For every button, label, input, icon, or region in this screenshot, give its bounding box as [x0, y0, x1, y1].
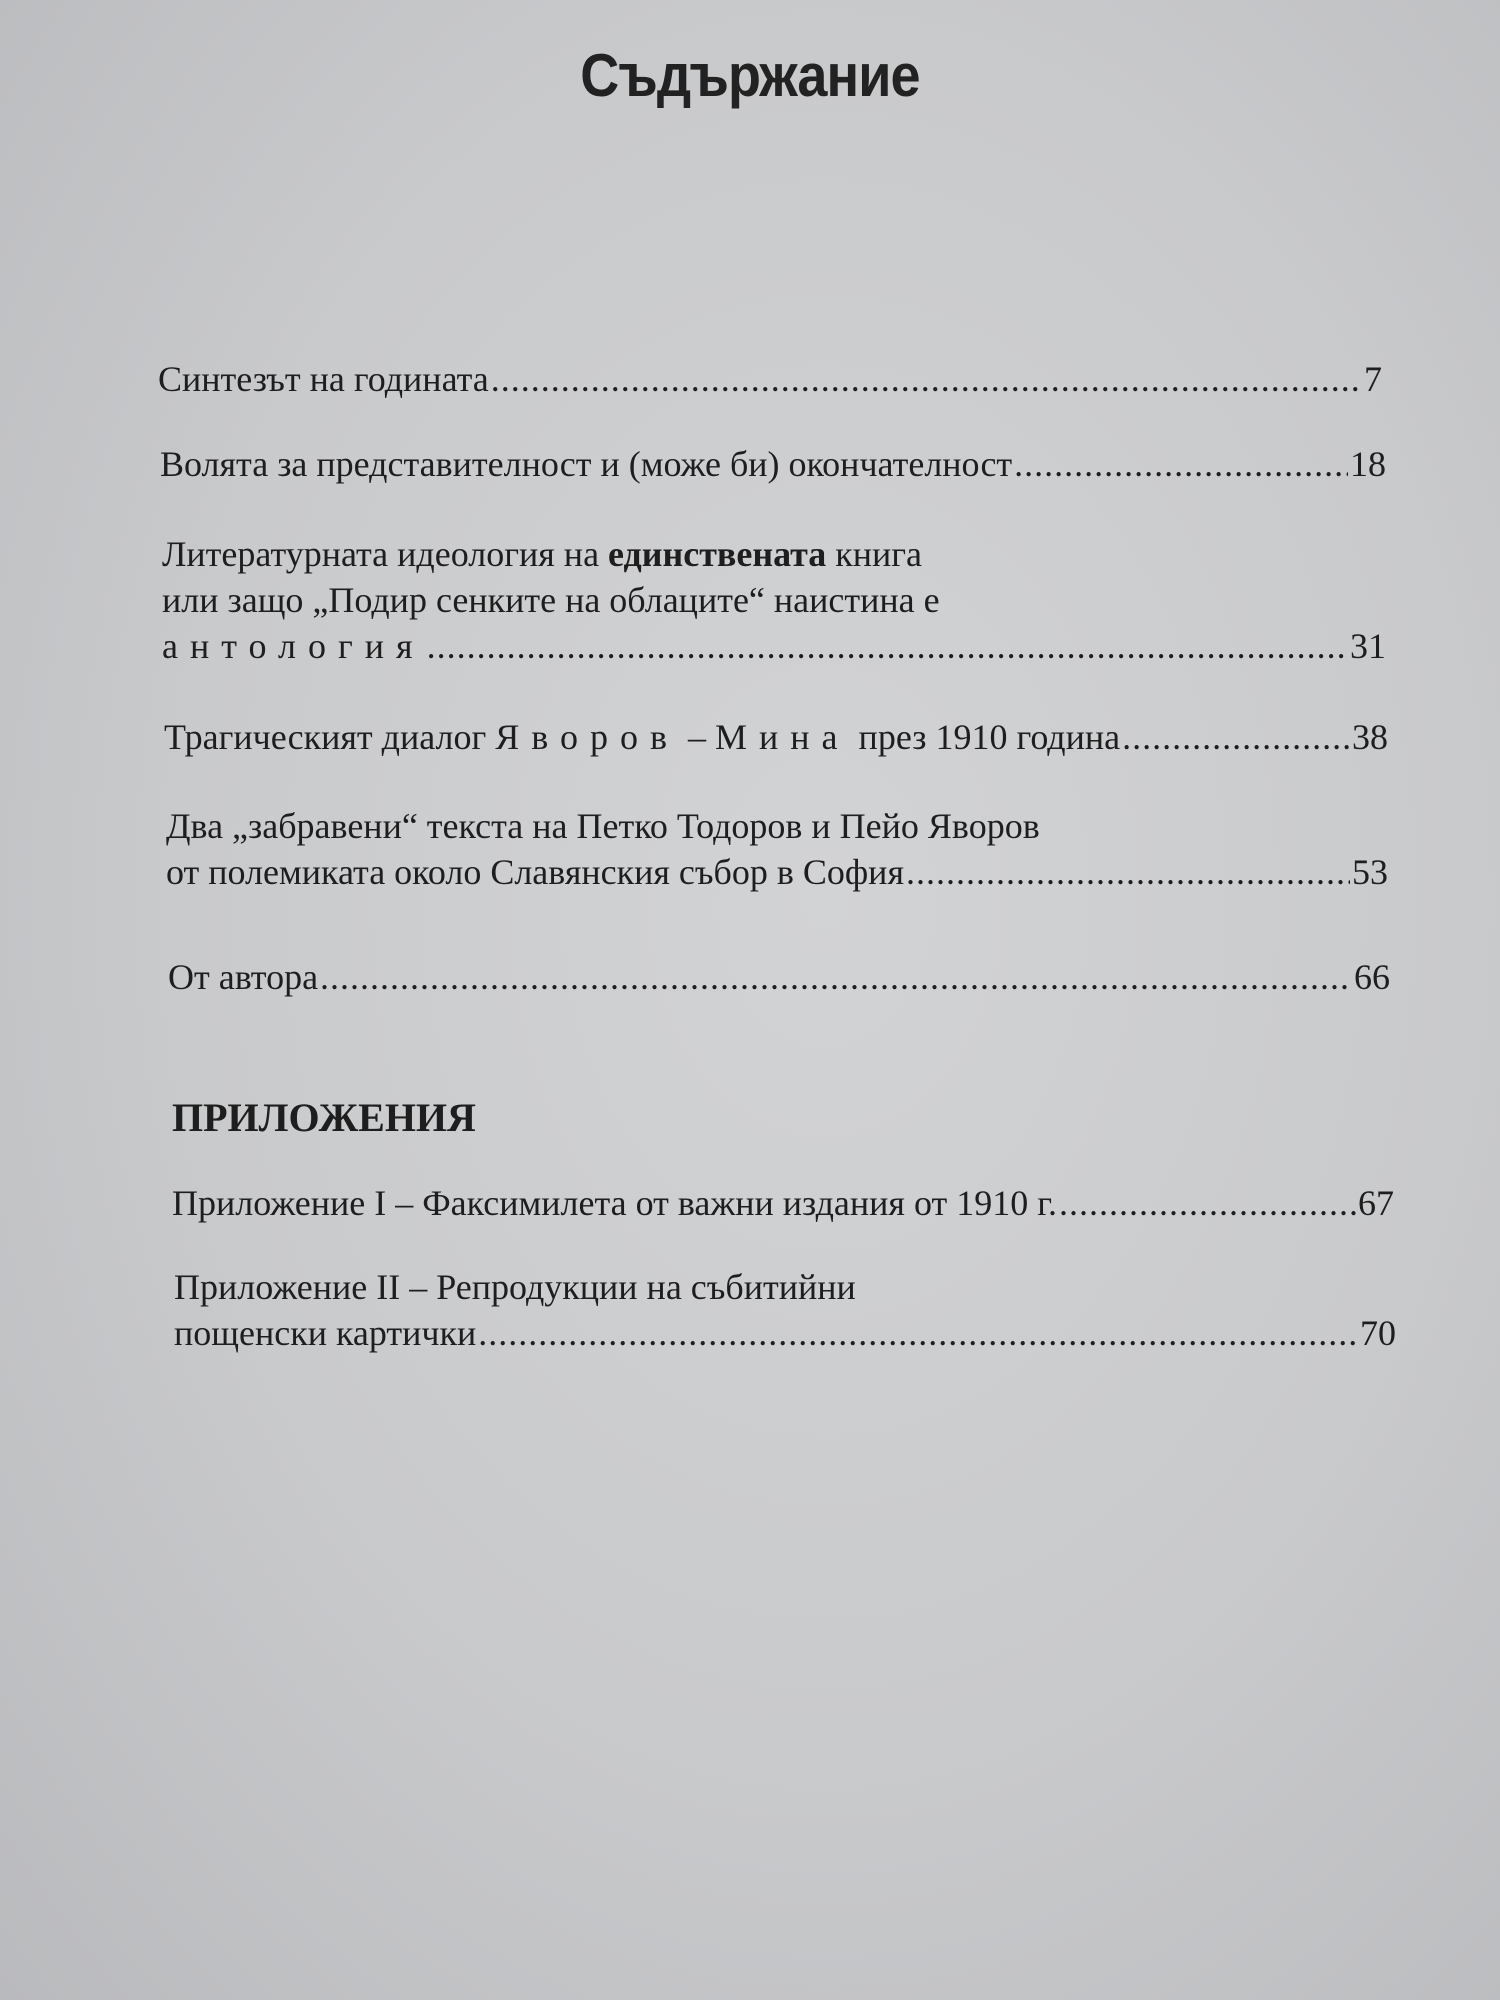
toc-entry-emphasis: единствената: [608, 534, 827, 574]
toc-entry-title-part: книга: [826, 534, 923, 574]
toc-entry-name: Яворов: [495, 717, 680, 757]
dot-leader: [1059, 1180, 1356, 1226]
toc-entry-title: Волята за представителност и (може би) окончателност: [160, 444, 1013, 484]
toc-entry-line: [160, 441, 1386, 487]
toc-entry-title: Приложение I – Факсимилета от важни издания от 1910 г.: [172, 1183, 1057, 1223]
toc-entry-line: [162, 623, 1386, 669]
toc-entry-line: Приложение II – Репродукции на събитийни: [174, 1267, 856, 1307]
appendix-entry-1: [172, 1180, 1394, 1226]
toc-entry-line: [172, 1180, 1394, 1226]
toc-entry-line: или защо „Подир сенките на облаците“ наистина е: [162, 580, 940, 620]
toc-entry-6: [168, 954, 1390, 1000]
toc-entry-1: [158, 356, 1382, 402]
toc-entry-title-part: през 1910 година: [849, 717, 1121, 757]
toc-entry-line: [164, 714, 1388, 760]
toc-entry-title: Синтезът на годината: [158, 359, 489, 399]
toc-entry-3: [162, 531, 1386, 669]
toc-entry-4: [164, 714, 1388, 760]
page-number: 31: [1350, 626, 1386, 666]
toc-entry-line: [174, 1310, 1396, 1356]
toc-entry-title: [164, 714, 1120, 760]
toc-entry-title-part: Литературната идеология на: [162, 534, 609, 574]
dot-leader: [491, 356, 1362, 402]
toc-entry-line: [168, 954, 1390, 1000]
toc-entry-5: [166, 803, 1388, 895]
toc-entry-title: От автора: [168, 957, 319, 997]
page-number: 38: [1352, 717, 1388, 757]
page-number: 7: [1364, 359, 1382, 399]
toc-entry-line: [166, 849, 1388, 895]
page-number: 53: [1352, 852, 1388, 892]
page-number: 70: [1360, 1313, 1396, 1353]
appendix-heading: ПРИЛОЖЕНИЯ: [172, 1095, 476, 1140]
dot-leader: [1014, 441, 1348, 487]
toc-entry-title-part: Трагическият диалог: [164, 717, 496, 757]
toc-entry-line: Два „забравени“ текста на Петко Тодоров и Пейо Яворов: [166, 806, 1040, 846]
dot-leader: [906, 849, 1350, 895]
dot-leader: [478, 1310, 1358, 1356]
page-number: 66: [1354, 957, 1390, 997]
page-number: 67: [1358, 1183, 1394, 1223]
toc-entry-2: [160, 441, 1386, 487]
dot-leader: [427, 623, 1348, 669]
dot-leader: [320, 954, 1352, 1000]
toc-entry-name: Мина: [715, 717, 850, 757]
toc-entry-line: [162, 531, 1386, 577]
toc-entry-dash: –: [679, 717, 716, 757]
toc-entry-title: пощенски картички: [174, 1313, 477, 1353]
dot-leader: [1122, 714, 1350, 760]
appendix-entry-2: [174, 1264, 1396, 1356]
page-number: 18: [1350, 444, 1386, 484]
toc-entry-line: [158, 356, 1382, 402]
page-title: Съдържание: [580, 42, 920, 109]
toc-entry-title: антология: [162, 626, 425, 666]
toc-entry-title: от полемиката около Славянския събор в София: [166, 852, 904, 892]
